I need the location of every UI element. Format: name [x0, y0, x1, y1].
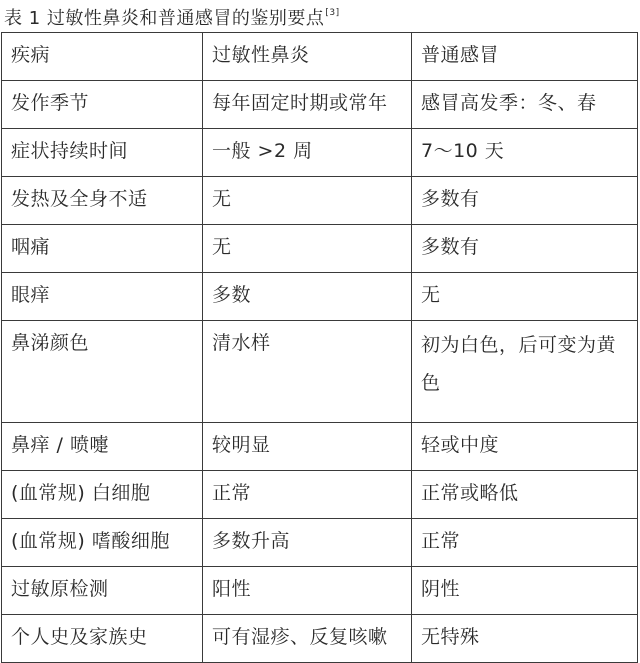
common-cold-cell: 感冒高发季：冬、春 [412, 81, 638, 129]
row-label-cell: 发作季节 [2, 81, 203, 129]
allergic-rhinitis-cell: 阳性 [203, 567, 412, 615]
allergic-rhinitis-cell: 一般 >2 周 [203, 129, 412, 177]
allergic-rhinitis-cell: 清水样 [203, 321, 412, 423]
row-label-cell: 个人史及家族史 [2, 615, 203, 663]
allergic-rhinitis-cell: 每年固定时期或常年 [203, 81, 412, 129]
allergic-rhinitis-cell: 无 [203, 177, 412, 225]
table-header-row [2, 33, 638, 81]
row-label-cell: (血常规) 嗜酸细胞 [2, 519, 203, 567]
row-label-cell: 咽痛 [2, 225, 203, 273]
common-cold-cell: 初为白色，后可变为黄色 [412, 321, 638, 423]
row-label-cell: 眼痒 [2, 273, 203, 321]
common-cold-cell: 轻或中度 [412, 423, 638, 471]
table-row [2, 129, 638, 177]
table-row [2, 471, 638, 519]
row-label-cell: 症状持续时间 [2, 129, 203, 177]
table-row [2, 177, 638, 225]
table-row [2, 321, 638, 423]
common-cold-cell: 7～10 天 [412, 129, 638, 177]
table-row [2, 615, 638, 663]
table-row [2, 225, 638, 273]
table-row [2, 567, 638, 615]
common-cold-cell: 正常 [412, 519, 638, 567]
common-cold-cell: 正常或略低 [412, 471, 638, 519]
allergic-rhinitis-cell: 多数 [203, 273, 412, 321]
differential-table [1, 32, 638, 663]
row-label-cell: 过敏原检测 [2, 567, 203, 615]
allergic-rhinitis-cell: 较明显 [203, 423, 412, 471]
common-cold-cell: 阴性 [412, 567, 638, 615]
common-cold-cell: 多数有 [412, 177, 638, 225]
table-row [2, 423, 638, 471]
table-caption [4, 0, 340, 30]
allergic-rhinitis-cell: 可有湿疹、反复咳嗽 [203, 615, 412, 663]
table-row [2, 81, 638, 129]
common-cold-cell: 无 [412, 273, 638, 321]
row-label-cell: 鼻痒 / 喷嚏 [2, 423, 203, 471]
citation-ref: [3] [325, 8, 340, 18]
caption-text: 表 1 过敏性鼻炎和普通感冒的鉴别要点 [4, 8, 325, 29]
table-row [2, 273, 638, 321]
allergic-rhinitis-cell: 无 [203, 225, 412, 273]
common-cold-cell: 多数有 [412, 225, 638, 273]
common-cold-cell: 无特殊 [412, 615, 638, 663]
row-label-cell: 鼻涕颜色 [2, 321, 203, 423]
header-cell-allergic-rhinitis: 过敏性鼻炎 [203, 33, 412, 81]
header-cell-disease: 疾病 [2, 33, 203, 81]
allergic-rhinitis-cell: 正常 [203, 471, 412, 519]
table-row [2, 519, 638, 567]
header-cell-common-cold: 普通感冒 [412, 33, 638, 81]
allergic-rhinitis-cell: 多数升高 [203, 519, 412, 567]
row-label-cell: 发热及全身不适 [2, 177, 203, 225]
row-label-cell: (血常规) 白细胞 [2, 471, 203, 519]
